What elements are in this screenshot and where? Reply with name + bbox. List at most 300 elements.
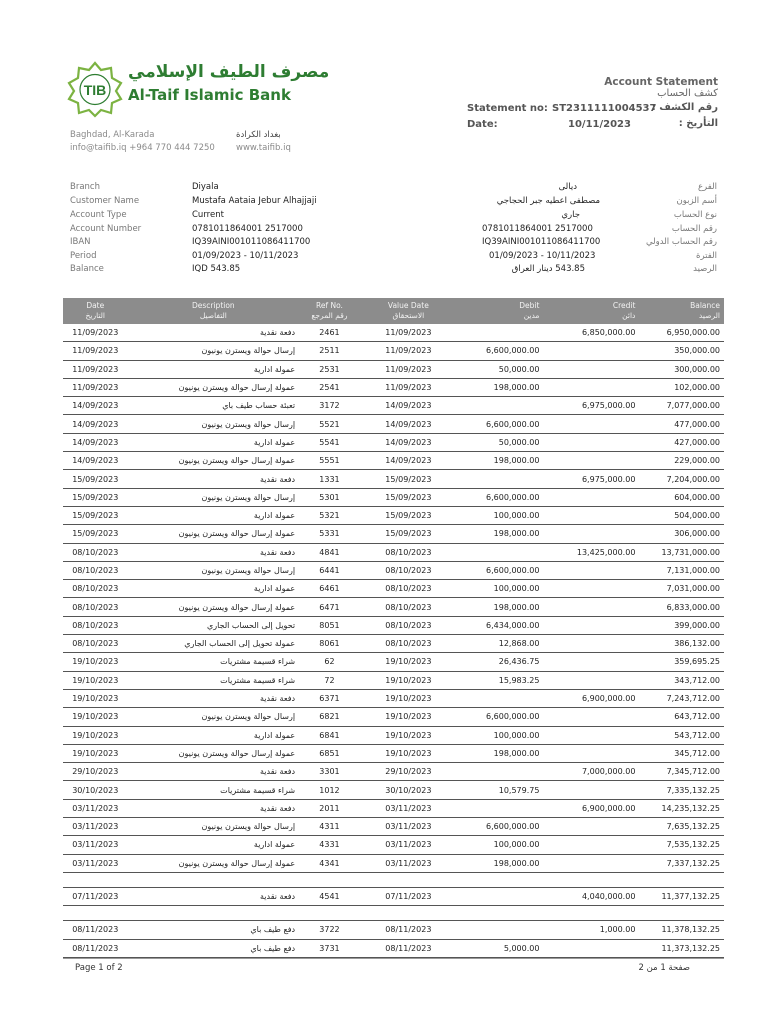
account-number-value-right: 0781011864001 2517000 — [482, 224, 593, 234]
balance-label-arabic: الرصيد — [693, 264, 717, 274]
cell-debit: 198,000.00 — [457, 525, 544, 543]
page-number-arabic: صفحة 1 من 2 — [638, 963, 690, 973]
cell-description: عمولة إرسال حوالة ويسترن يونيون — [128, 525, 300, 543]
cell-balance: 427,000.00 — [639, 433, 724, 451]
cell-date: 19/10/2023 — [63, 744, 128, 762]
cell-description: عمولة إرسال حوالة ويسترن يونيون — [128, 744, 300, 762]
period-value: 01/09/2023 - 10/11/2023 — [192, 251, 299, 261]
customer-name-value: Mustafa Aataia Jebur Alhajjaji — [192, 196, 317, 206]
cell-debit — [457, 799, 544, 817]
cell-ref-no: 5321 — [299, 506, 360, 524]
cell-debit — [457, 397, 544, 415]
cell-value-date: 15/09/2023 — [360, 488, 457, 506]
table-row — [63, 433, 724, 451]
cell-date: 11/09/2023 — [63, 342, 128, 360]
cell-balance: 7,131,000.00 — [639, 561, 724, 579]
cell-balance: 14,235,132.25 — [639, 799, 724, 817]
cell-credit — [543, 818, 639, 836]
cell-balance: 386,132.00 — [639, 635, 724, 653]
table-row — [63, 543, 724, 561]
cell-date: 29/10/2023 — [63, 763, 128, 781]
cell-balance: 7,335,132.25 — [639, 781, 724, 799]
cell-ref-no: 5331 — [299, 525, 360, 543]
account-type-label-arabic: نوع الحساب — [673, 210, 717, 220]
cell-balance: 7,337,132.25 — [639, 854, 724, 872]
cell-ref-no: 6851 — [299, 744, 360, 762]
spacer-cell — [63, 872, 724, 887]
cell-date: 14/09/2023 — [63, 433, 128, 451]
cell-balance: 7,535,132.25 — [639, 836, 724, 854]
cell-credit — [543, 360, 639, 378]
cell-description: دفعة نقدية — [128, 887, 300, 905]
cell-date: 14/09/2023 — [63, 452, 128, 470]
cell-ref-no: 6471 — [299, 598, 360, 616]
cell-credit: 7,000,000.00 — [543, 763, 639, 781]
cell-credit — [543, 488, 639, 506]
col-header-date: Date التاريخ — [63, 298, 128, 324]
cell-date: 08/10/2023 — [63, 580, 128, 598]
table-row — [63, 360, 724, 378]
table-row — [63, 744, 724, 762]
cell-credit: 1,000.00 — [543, 921, 639, 939]
cell-balance: 7,635,132.25 — [639, 818, 724, 836]
table-row — [63, 342, 724, 360]
cell-credit — [543, 708, 639, 726]
cell-credit — [543, 635, 639, 653]
cell-value-date: 08/10/2023 — [360, 616, 457, 634]
table-row — [63, 653, 724, 671]
bank-address-arabic: بغداد الكرادة — [236, 130, 281, 140]
table-spacer-row — [63, 872, 724, 887]
cell-credit — [543, 452, 639, 470]
cell-ref-no: 2461 — [299, 324, 360, 342]
cell-date: 30/10/2023 — [63, 781, 128, 799]
branch-label: Branch — [70, 182, 100, 192]
cell-date: 08/10/2023 — [63, 543, 128, 561]
cell-credit: 6,900,000.00 — [543, 689, 639, 707]
cell-ref-no: 62 — [299, 653, 360, 671]
cell-description: إرسال حوالة ويسترن يونيون — [128, 818, 300, 836]
cell-debit — [457, 763, 544, 781]
cell-date: 15/09/2023 — [63, 488, 128, 506]
table-row — [63, 939, 724, 957]
cell-ref-no: 5521 — [299, 415, 360, 433]
logo-text: TIB — [83, 82, 107, 98]
cell-date: 08/10/2023 — [63, 598, 128, 616]
cell-description: شراء قسيمة مشتريات — [128, 653, 300, 671]
cell-balance: 229,000.00 — [639, 452, 724, 470]
cell-value-date: 15/09/2023 — [360, 470, 457, 488]
cell-value-date: 19/10/2023 — [360, 671, 457, 689]
cell-value-date: 08/10/2023 — [360, 543, 457, 561]
cell-ref-no: 4841 — [299, 543, 360, 561]
table-row — [63, 506, 724, 524]
cell-balance: 102,000.00 — [639, 378, 724, 396]
cell-date: 11/09/2023 — [63, 324, 128, 342]
period-value-right: 01/09/2023 - 10/11/2023 — [489, 251, 596, 261]
cell-description: عمولة إرسال حوالة ويسترن يونيون — [128, 598, 300, 616]
transactions-body — [63, 324, 724, 957]
cell-value-date: 11/09/2023 — [360, 360, 457, 378]
cell-description: شراء قسيمة مشتريات — [128, 781, 300, 799]
cell-value-date: 11/09/2023 — [360, 342, 457, 360]
cell-credit — [543, 598, 639, 616]
bank-name-english: Al-Taif Islamic Bank — [128, 86, 291, 104]
cell-value-date: 11/09/2023 — [360, 378, 457, 396]
col-header-debit: Debit مدين — [457, 298, 544, 324]
branch-value: Diyala — [192, 182, 219, 192]
cell-description: دفعة نقدية — [128, 324, 300, 342]
cell-value-date: 08/11/2023 — [360, 939, 457, 957]
table-row — [63, 561, 724, 579]
cell-date: 19/10/2023 — [63, 671, 128, 689]
col-header-value-date: Value Date الاستحقاق — [360, 298, 457, 324]
account-number-value: 0781011864001 2517000 — [192, 224, 303, 234]
cell-ref-no: 8051 — [299, 616, 360, 634]
statement-date-value: 10/11/2023 — [568, 119, 631, 130]
table-row — [63, 598, 724, 616]
cell-description: عمولة ادارية — [128, 836, 300, 854]
cell-date: 14/09/2023 — [63, 415, 128, 433]
table-spacer-row — [63, 906, 724, 921]
cell-ref-no: 8061 — [299, 635, 360, 653]
table-row — [63, 887, 724, 905]
cell-value-date: 14/09/2023 — [360, 452, 457, 470]
cell-balance: 7,243,712.00 — [639, 689, 724, 707]
cell-date: 19/10/2023 — [63, 726, 128, 744]
statement-no-value: ST2311111004537 — [552, 103, 657, 114]
cell-description: تعبئة حساب طيف باي — [128, 397, 300, 415]
cell-debit: 6,600,000.00 — [457, 342, 544, 360]
cell-date: 11/09/2023 — [63, 378, 128, 396]
cell-date: 08/10/2023 — [63, 616, 128, 634]
cell-debit — [457, 543, 544, 561]
cell-balance: 6,833,000.00 — [639, 598, 724, 616]
cell-date: 03/11/2023 — [63, 836, 128, 854]
statement-date-label: Date: — [467, 119, 498, 130]
statement-date-label-arabic: التأريخ : — [678, 118, 718, 129]
cell-ref-no: 2531 — [299, 360, 360, 378]
cell-ref-no: 2541 — [299, 378, 360, 396]
cell-credit: 4,040,000.00 — [543, 887, 639, 905]
cell-credit — [543, 342, 639, 360]
cell-credit — [543, 561, 639, 579]
cell-description: عمولة ادارية — [128, 360, 300, 378]
cell-description: إرسال حوالة ويسترن يونيون — [128, 488, 300, 506]
cell-ref-no: 1012 — [299, 781, 360, 799]
cell-value-date: 03/11/2023 — [360, 818, 457, 836]
cell-balance: 345,712.00 — [639, 744, 724, 762]
customer-name-label: Customer Name — [70, 196, 140, 206]
table-row — [63, 397, 724, 415]
table-row — [63, 763, 724, 781]
iban-value-right: IQ39AINI001011086411700 — [482, 237, 601, 247]
cell-debit — [457, 887, 544, 905]
cell-ref-no: 6371 — [299, 689, 360, 707]
cell-description: عمولة ادارية — [128, 433, 300, 451]
cell-value-date: 08/10/2023 — [360, 598, 457, 616]
cell-balance: 7,077,000.00 — [639, 397, 724, 415]
cell-debit: 198,000.00 — [457, 854, 544, 872]
cell-ref-no: 4331 — [299, 836, 360, 854]
cell-date: 08/11/2023 — [63, 939, 128, 957]
statement-no-label: Statement no: — [467, 103, 548, 114]
cell-value-date: 08/11/2023 — [360, 921, 457, 939]
cell-balance: 11,378,132.25 — [639, 921, 724, 939]
cell-debit: 10,579.75 — [457, 781, 544, 799]
cell-ref-no: 5301 — [299, 488, 360, 506]
page-number: Page 1 of 2 — [75, 963, 123, 973]
cell-date: 08/10/2023 — [63, 635, 128, 653]
cell-date: 19/10/2023 — [63, 653, 128, 671]
bank-website: www.taifib.iq — [236, 143, 291, 153]
cell-ref-no: 5541 — [299, 433, 360, 451]
cell-debit: 198,000.00 — [457, 378, 544, 396]
cell-debit: 6,600,000.00 — [457, 818, 544, 836]
cell-description: إرسال حوالة ويسترن يونيون — [128, 415, 300, 433]
cell-description: عمولة إرسال حوالة ويسترن يونيون — [128, 378, 300, 396]
account-type-label: Account Type — [70, 210, 127, 220]
cell-description: دفعة نقدية — [128, 799, 300, 817]
table-row — [63, 415, 724, 433]
cell-value-date: 14/09/2023 — [360, 433, 457, 451]
customer-name-value-arabic: مصطفى اعطيه جبر الحجاجي — [496, 196, 600, 206]
cell-date: 08/10/2023 — [63, 561, 128, 579]
cell-ref-no: 4541 — [299, 887, 360, 905]
cell-value-date: 07/11/2023 — [360, 887, 457, 905]
cell-description: عمولة ادارية — [128, 506, 300, 524]
cell-ref-no: 6821 — [299, 708, 360, 726]
table-row — [63, 324, 724, 342]
table-row — [63, 452, 724, 470]
cell-balance: 7,031,000.00 — [639, 580, 724, 598]
cell-balance: 7,345,712.00 — [639, 763, 724, 781]
cell-description: تحويل إلى الحساب الجاري — [128, 616, 300, 634]
cell-ref-no: 2511 — [299, 342, 360, 360]
cell-credit: 6,900,000.00 — [543, 799, 639, 817]
cell-date: 19/10/2023 — [63, 708, 128, 726]
cell-balance: 11,373,132.25 — [639, 939, 724, 957]
cell-credit — [543, 433, 639, 451]
cell-description: عمولة تحويل إلى الحساب الجاري — [128, 635, 300, 653]
cell-value-date: 14/09/2023 — [360, 397, 457, 415]
cell-debit: 6,600,000.00 — [457, 415, 544, 433]
cell-credit — [543, 854, 639, 872]
table-row — [63, 781, 724, 799]
cell-debit: 100,000.00 — [457, 580, 544, 598]
cell-debit: 100,000.00 — [457, 726, 544, 744]
cell-debit — [457, 470, 544, 488]
account-number-label: Account Number — [70, 224, 142, 234]
cell-balance: 11,377,132.25 — [639, 887, 724, 905]
cell-ref-no: 4341 — [299, 854, 360, 872]
cell-credit — [543, 939, 639, 957]
cell-debit: 5,000.00 — [457, 939, 544, 957]
cell-value-date: 08/10/2023 — [360, 580, 457, 598]
cell-debit: 6,434,000.00 — [457, 616, 544, 634]
cell-value-date: 08/10/2023 — [360, 561, 457, 579]
cell-value-date: 19/10/2023 — [360, 726, 457, 744]
table-row — [63, 378, 724, 396]
cell-description: إرسال حوالة ويسترن يونيون — [128, 561, 300, 579]
cell-date: 03/11/2023 — [63, 854, 128, 872]
table-row — [63, 488, 724, 506]
cell-balance: 643,712.00 — [639, 708, 724, 726]
cell-credit — [543, 726, 639, 744]
cell-value-date: 19/10/2023 — [360, 653, 457, 671]
cell-value-date: 11/09/2023 — [360, 324, 457, 342]
cell-value-date: 03/11/2023 — [360, 799, 457, 817]
cell-balance: 359,695.25 — [639, 653, 724, 671]
branch-value-arabic: ديالى — [558, 182, 577, 192]
cell-balance: 604,000.00 — [639, 488, 724, 506]
account-type-value: Current — [192, 210, 224, 220]
cell-debit — [457, 324, 544, 342]
cell-ref-no: 3731 — [299, 939, 360, 957]
bank-name-arabic: مصرف الطيف الإسلامي — [128, 62, 330, 82]
cell-credit — [543, 781, 639, 799]
col-header-ref-no: Ref No. رقم المرجع — [299, 298, 360, 324]
bank-logo-icon — [66, 60, 124, 118]
cell-debit: 6,600,000.00 — [457, 708, 544, 726]
cell-description: شراء قسيمة مشتريات — [128, 671, 300, 689]
balance-value: IQD 543.85 — [192, 264, 241, 274]
cell-debit: 198,000.00 — [457, 452, 544, 470]
cell-value-date: 14/09/2023 — [360, 415, 457, 433]
cell-description: إرسال حوالة ويسترن يونيون — [128, 342, 300, 360]
cell-description: دفعة نقدية — [128, 763, 300, 781]
account-type-value-arabic: جاري — [561, 210, 580, 220]
cell-value-date: 19/10/2023 — [360, 708, 457, 726]
iban-label: IBAN — [70, 237, 91, 247]
table-row — [63, 671, 724, 689]
cell-description: عمولة ادارية — [128, 726, 300, 744]
cell-date: 07/11/2023 — [63, 887, 128, 905]
cell-balance: 504,000.00 — [639, 506, 724, 524]
table-row — [63, 708, 724, 726]
col-header-description: Description التفاصيل — [128, 298, 300, 324]
cell-value-date: 15/09/2023 — [360, 506, 457, 524]
branch-label-arabic: الفرع — [697, 182, 717, 192]
cell-value-date: 19/10/2023 — [360, 744, 457, 762]
cell-date: 03/11/2023 — [63, 818, 128, 836]
cell-balance: 477,000.00 — [639, 415, 724, 433]
cell-ref-no: 5551 — [299, 452, 360, 470]
spacer-cell — [63, 906, 724, 921]
cell-debit: 100,000.00 — [457, 506, 544, 524]
table-row — [63, 580, 724, 598]
cell-credit — [543, 580, 639, 598]
cell-ref-no: 6441 — [299, 561, 360, 579]
cell-description: عمولة إرسال حوالة ويسترن يونيون — [128, 854, 300, 872]
cell-date: 03/11/2023 — [63, 799, 128, 817]
cell-ref-no: 4311 — [299, 818, 360, 836]
cell-value-date: 08/10/2023 — [360, 635, 457, 653]
cell-balance: 6,950,000.00 — [639, 324, 724, 342]
cell-debit: 100,000.00 — [457, 836, 544, 854]
cell-date: 15/09/2023 — [63, 506, 128, 524]
cell-ref-no: 6461 — [299, 580, 360, 598]
cell-ref-no: 2011 — [299, 799, 360, 817]
cell-credit — [543, 378, 639, 396]
cell-debit: 50,000.00 — [457, 433, 544, 451]
cell-value-date: 15/09/2023 — [360, 525, 457, 543]
statement-title: Account Statement — [604, 76, 718, 88]
cell-date: 15/09/2023 — [63, 470, 128, 488]
cell-credit — [543, 744, 639, 762]
cell-debit: 15,983.25 — [457, 671, 544, 689]
cell-date: 08/11/2023 — [63, 921, 128, 939]
cell-debit — [457, 689, 544, 707]
account-number-label-arabic: رقم الحساب — [671, 224, 717, 234]
table-row — [63, 616, 724, 634]
statement-title-arabic: كشف الحساب — [657, 88, 718, 99]
table-row — [63, 854, 724, 872]
cell-balance: 350,000.00 — [639, 342, 724, 360]
iban-label-arabic: رقم الحساب الدولي — [645, 237, 717, 247]
balance-label: Balance — [70, 264, 104, 274]
cell-credit — [543, 415, 639, 433]
cell-credit — [543, 836, 639, 854]
cell-ref-no: 3301 — [299, 763, 360, 781]
cell-credit: 6,975,000.00 — [543, 397, 639, 415]
cell-description: دفع طيف باي — [128, 921, 300, 939]
table-header-row — [63, 298, 724, 324]
cell-balance: 300,000.00 — [639, 360, 724, 378]
cell-description: دفعة نقدية — [128, 470, 300, 488]
cell-credit — [543, 616, 639, 634]
cell-credit: 13,425,000.00 — [543, 543, 639, 561]
cell-value-date: 03/11/2023 — [360, 836, 457, 854]
table-row — [63, 836, 724, 854]
cell-credit — [543, 671, 639, 689]
customer-name-label-arabic: أسم الزبون — [676, 196, 717, 206]
cell-credit — [543, 525, 639, 543]
cell-description: دفعة نقدية — [128, 543, 300, 561]
period-label-arabic: الفترة — [696, 251, 717, 261]
cell-description: عمولة إرسال حوالة ويسترن يونيون — [128, 452, 300, 470]
cell-balance: 13,731,000.00 — [639, 543, 724, 561]
cell-description: إرسال حوالة ويسترن يونيون — [128, 708, 300, 726]
cell-description: عمولة ادارية — [128, 580, 300, 598]
bank-address: Baghdad, Al-Karada — [70, 130, 155, 140]
cell-value-date: 30/10/2023 — [360, 781, 457, 799]
cell-date: 14/09/2023 — [63, 397, 128, 415]
cell-debit: 12,868.00 — [457, 635, 544, 653]
table-row — [63, 818, 724, 836]
cell-ref-no: 6841 — [299, 726, 360, 744]
cell-balance: 399,000.00 — [639, 616, 724, 634]
cell-date: 19/10/2023 — [63, 689, 128, 707]
cell-ref-no: 1331 — [299, 470, 360, 488]
cell-balance: 306,000.00 — [639, 525, 724, 543]
cell-description: دفعة نقدية — [128, 689, 300, 707]
cell-debit: 26,436.75 — [457, 653, 544, 671]
cell-value-date: 19/10/2023 — [360, 689, 457, 707]
cell-ref-no: 3172 — [299, 397, 360, 415]
col-header-credit: Credit دائن — [543, 298, 639, 324]
cell-credit — [543, 506, 639, 524]
balance-value-arabic: 543.85 دينار العراق — [511, 264, 585, 274]
footer-divider — [63, 958, 724, 959]
cell-credit: 6,850,000.00 — [543, 324, 639, 342]
cell-debit: 6,600,000.00 — [457, 561, 544, 579]
table-row — [63, 525, 724, 543]
cell-balance: 543,712.00 — [639, 726, 724, 744]
cell-ref-no: 3722 — [299, 921, 360, 939]
cell-credit — [543, 653, 639, 671]
table-row — [63, 726, 724, 744]
